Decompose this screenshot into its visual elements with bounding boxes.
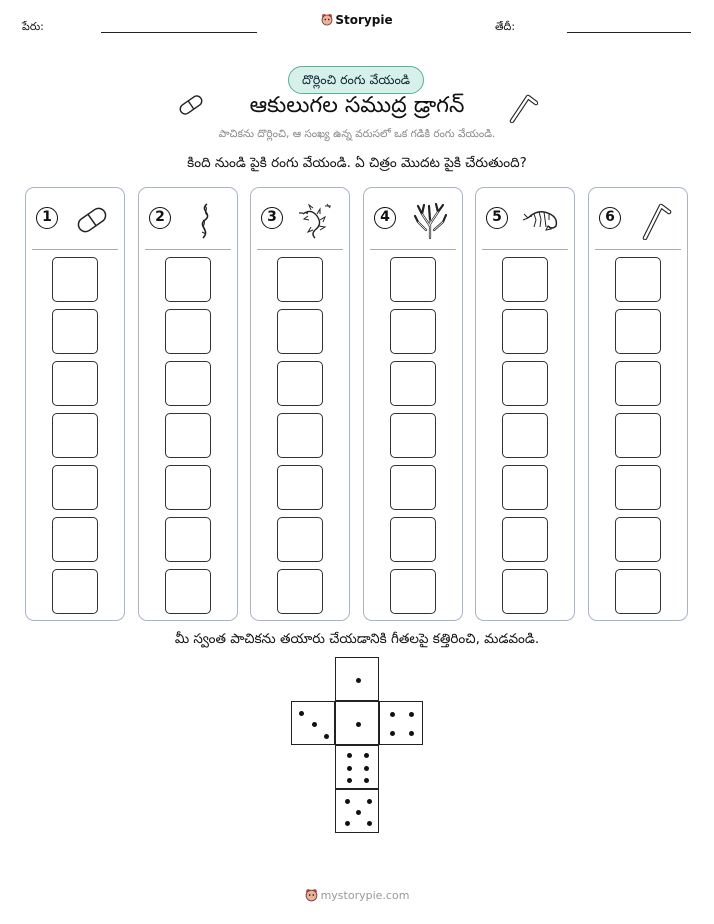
- color-box[interactable]: [390, 413, 436, 458]
- column-6: [588, 187, 688, 621]
- storypie-logo-icon: [305, 888, 318, 902]
- column-divider: [145, 249, 231, 250]
- column-divider: [32, 249, 118, 250]
- color-box[interactable]: [277, 569, 323, 614]
- color-box[interactable]: [502, 517, 548, 562]
- color-box[interactable]: [390, 569, 436, 614]
- straw-icon: [508, 93, 538, 123]
- column-3: [250, 187, 350, 621]
- page-title: ఆకులుగల సముద్ర డ్రాగన్: [249, 93, 465, 118]
- color-box[interactable]: [615, 569, 661, 614]
- color-box[interactable]: [615, 361, 661, 406]
- dice-face: [379, 701, 423, 745]
- color-box[interactable]: [165, 361, 211, 406]
- column-4: [363, 187, 463, 621]
- cut-instruction: మీ స్వంత పాచికను తయారు చేయడానికి గీతలపై కత్తిరించి, మడవండి.: [174, 631, 540, 647]
- shrimp-icon: [522, 200, 562, 240]
- dice-pip: [367, 821, 372, 826]
- color-box[interactable]: [502, 309, 548, 354]
- dice-pip: [347, 766, 352, 771]
- color-box[interactable]: [277, 309, 323, 354]
- color-box[interactable]: [502, 569, 548, 614]
- column-number: 4: [374, 207, 396, 229]
- color-box[interactable]: [165, 309, 211, 354]
- footer-site: mystorypie.com: [320, 889, 410, 902]
- color-box[interactable]: [390, 517, 436, 562]
- dice-face: [335, 701, 379, 745]
- color-box[interactable]: [502, 413, 548, 458]
- dice-pip: [356, 810, 361, 815]
- color-box[interactable]: [390, 257, 436, 302]
- dice-pip: [367, 799, 372, 804]
- color-box[interactable]: [277, 517, 323, 562]
- dice-pip: [299, 711, 304, 716]
- column-2: [138, 187, 238, 621]
- dice-pip: [324, 734, 329, 739]
- color-box[interactable]: [277, 361, 323, 406]
- dice-pip: [347, 778, 352, 783]
- color-box[interactable]: [615, 465, 661, 510]
- color-box[interactable]: [390, 465, 436, 510]
- dice-pip: [312, 722, 317, 727]
- date-line: [567, 32, 691, 33]
- coral-icon: [410, 200, 450, 240]
- seaweed-icon: [185, 200, 225, 240]
- brand-name: Storypie: [335, 13, 393, 27]
- color-box[interactable]: [165, 257, 211, 302]
- dice-pip: [364, 766, 369, 771]
- color-box[interactable]: [165, 569, 211, 614]
- color-box[interactable]: [52, 257, 98, 302]
- badge: దొర్లించి రంగు వేయండి: [288, 66, 424, 94]
- color-box[interactable]: [52, 413, 98, 458]
- column-number: 1: [36, 207, 58, 229]
- color-box[interactable]: [615, 257, 661, 302]
- color-box[interactable]: [52, 517, 98, 562]
- color-box[interactable]: [165, 465, 211, 510]
- column-divider: [257, 249, 343, 250]
- name-line: [101, 32, 257, 33]
- dice-pip: [409, 731, 414, 736]
- column-number: 5: [486, 207, 508, 229]
- color-box[interactable]: [502, 361, 548, 406]
- dice-pip: [364, 753, 369, 758]
- color-box[interactable]: [615, 309, 661, 354]
- column-divider: [482, 249, 568, 250]
- color-box[interactable]: [165, 413, 211, 458]
- date-label: తేదీ:: [495, 20, 516, 33]
- color-box[interactable]: [390, 309, 436, 354]
- dice-face: [335, 657, 379, 701]
- column-number: 3: [261, 207, 283, 229]
- color-box[interactable]: [165, 517, 211, 562]
- dice-face: [335, 789, 379, 833]
- dice-pip: [364, 778, 369, 783]
- color-box[interactable]: [52, 569, 98, 614]
- column-1: [25, 187, 125, 621]
- column-divider: [595, 249, 681, 250]
- dice-face: [291, 701, 335, 745]
- color-box[interactable]: [615, 413, 661, 458]
- storypie-logo-icon: [321, 13, 333, 26]
- column-number: 2: [149, 207, 171, 229]
- column-divider: [370, 249, 456, 250]
- straw-icon: [635, 200, 675, 240]
- color-box[interactable]: [52, 361, 98, 406]
- dice-pip: [345, 821, 350, 826]
- dice-pip: [409, 712, 414, 717]
- dice-face: [335, 745, 379, 789]
- column-number: 6: [599, 207, 621, 229]
- brand: [0, 13, 714, 27]
- color-box[interactable]: [277, 465, 323, 510]
- dice-pip: [345, 799, 350, 804]
- leafy-sea-dragon-icon: [297, 200, 337, 240]
- footer: [0, 888, 714, 902]
- dice-pip: [347, 753, 352, 758]
- color-box[interactable]: [390, 361, 436, 406]
- dice-pip: [390, 731, 395, 736]
- dice-pip: [390, 712, 395, 717]
- column-5: [475, 187, 575, 621]
- color-box[interactable]: [502, 257, 548, 302]
- name-label: పేరు:: [22, 20, 44, 33]
- color-box[interactable]: [52, 465, 98, 510]
- color-box[interactable]: [615, 517, 661, 562]
- dice-pip: [356, 678, 361, 683]
- subtitle: పాచికను దొర్లించి, ఆ సంఖ్య ఉన్న వరుసలో ఒక గడికి రంగు వేయండి.: [218, 128, 496, 140]
- color-box[interactable]: [502, 465, 548, 510]
- color-box[interactable]: [277, 413, 323, 458]
- color-box[interactable]: [277, 257, 323, 302]
- color-box[interactable]: [52, 309, 98, 354]
- dice-pip: [356, 722, 361, 727]
- pill-icon: [72, 200, 112, 240]
- instruction: కింది నుండి పైకి రంగు వేయండి. ఏ చిత్రం మొదట పైకి చేరుతుంది?: [187, 155, 527, 171]
